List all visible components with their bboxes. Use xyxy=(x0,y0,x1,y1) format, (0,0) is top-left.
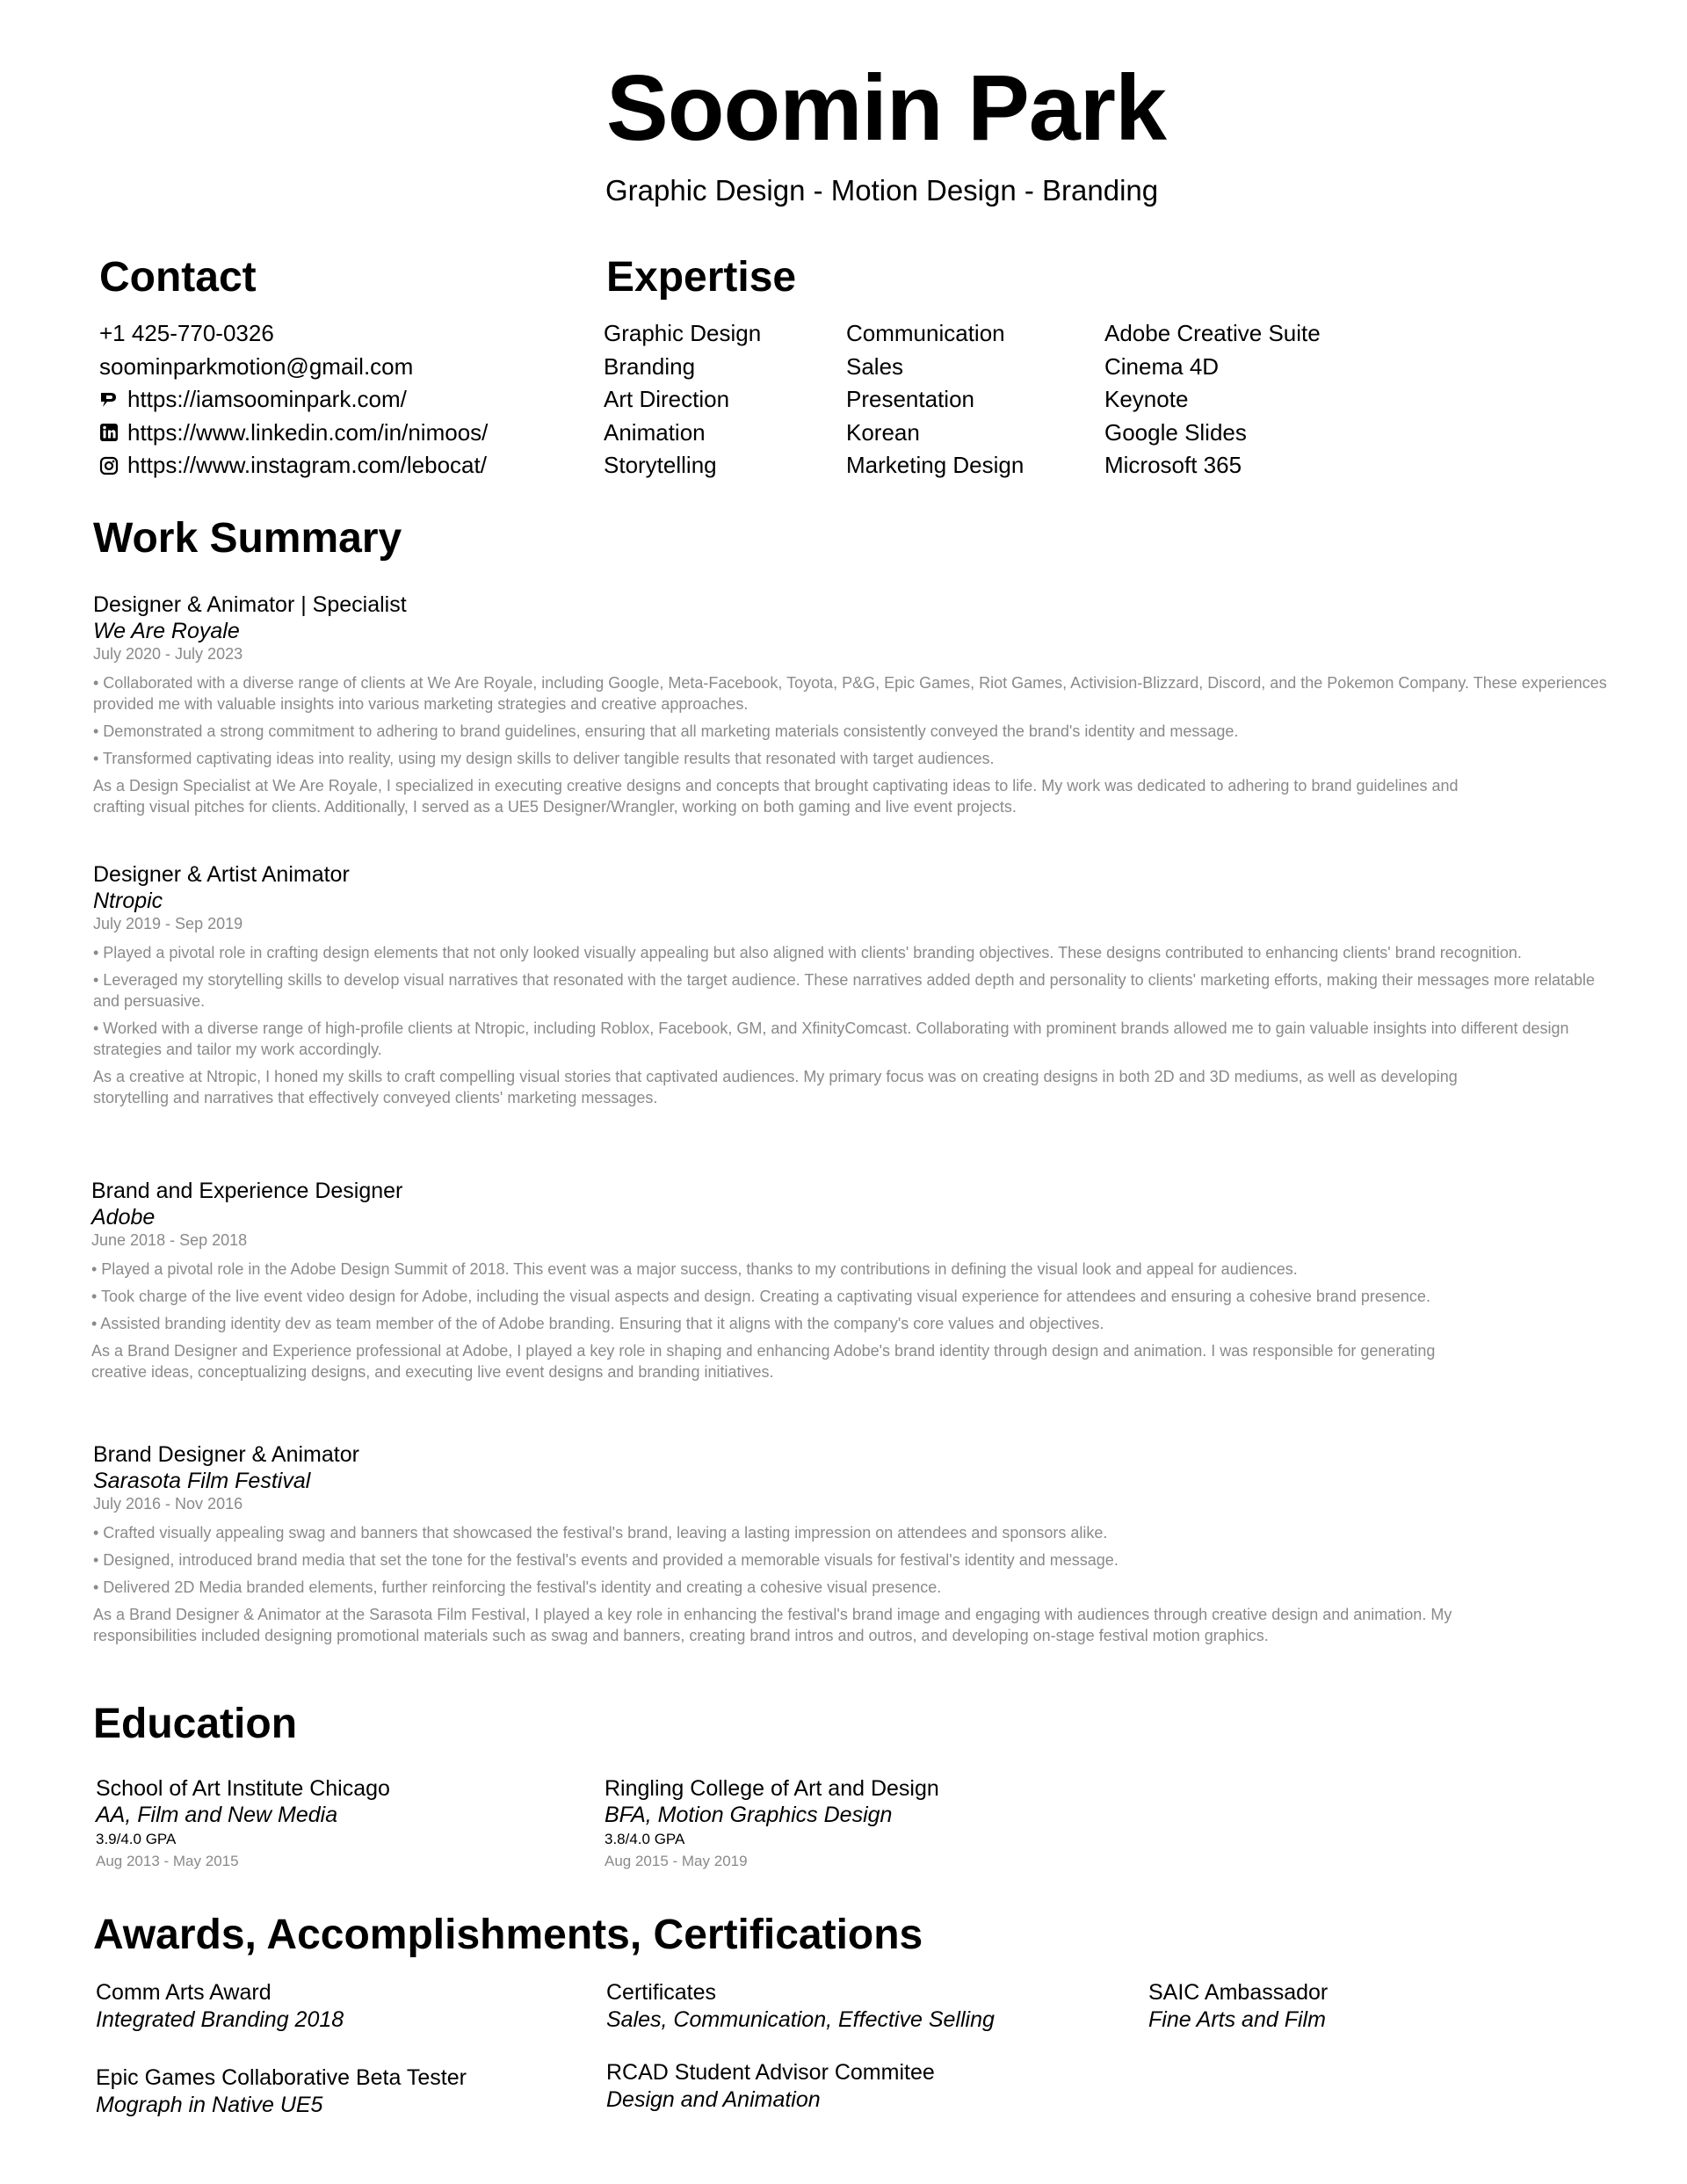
job-title: Brand Designer & Animator xyxy=(93,1442,359,1467)
contact-link-text: https://www.instagram.com/lebocat/ xyxy=(127,452,487,478)
job-company: Sarasota Film Festival xyxy=(93,1469,311,1493)
job-bullet: • Collaborated with a diverse range of clients at We Are Royale, including Google, Meta-Facebook, Toyota, P&G, Epic Games, Riot Games, Activision-Blizzard, Discord, and the Pokemon Company. These experiences provided me with valuable insights into various marketing strategies and creative approaches. xyxy=(93,674,1607,713)
expertise-item: Google Slides xyxy=(1104,418,1247,446)
expertise-item: Adobe Creative Suite xyxy=(1104,320,1321,346)
expertise-item: Keynote xyxy=(1104,386,1189,412)
contact-phone[interactable]: +1 425-770-0326 xyxy=(99,320,274,346)
job-dates: July 2016 - Nov 2016 xyxy=(93,1495,243,1513)
expertise-item: Sales xyxy=(846,352,904,380)
resume-name: Soomin Park xyxy=(606,56,1166,160)
job-bullet: • Played a pivotal role in crafting design elements that not only looked visually appealing but also aligned with clients' branding objectives. These designs contributed to enhancing clients' brand recognition. xyxy=(93,944,1522,961)
education-dates: Aug 2013 - May 2015 xyxy=(96,1853,239,1869)
education-school: School of Art Institute Chicago xyxy=(96,1776,390,1801)
education-gpa: 3.8/4.0 GPA xyxy=(605,1831,685,1847)
job-summary: As a creative at Ntropic, I honed my skills to craft compelling visual stories that captivated audiences. My primary focus was on creating designs in both 2D and 3D mediums, as well as developing storytelling and narratives that effectively conveyed clients' marketing messages. xyxy=(93,1068,1458,1107)
award-detail: Mograph in Native UE5 xyxy=(96,2093,323,2117)
job-description xyxy=(93,1522,1622,1646)
resume-tagline: Graphic Design - Motion Design - Branding xyxy=(605,174,1159,207)
awards-heading: Awards, Accomplishments, Certifications xyxy=(93,1912,923,1958)
expertise-item: Animation xyxy=(604,418,706,446)
job-summary: As a Brand Designer & Animator at the Sarasota Film Festival, I played a key role in enhancing the festival's brand image and engaging with audiences through creative design and animation. My responsibilities included designing promotional materials such as swag and banners, creating brand intros and outros, and developing on-stage festival motion graphics. xyxy=(93,1606,1452,1644)
job-summary: As a Design Specialist at We Are Royale, I specialized in executing creative designs and concepts that brought captivating ideas to life. My work was dedicated to adhering to brand guidelines and crafting visual pitches for clients. Additionally, I served as a UE5 Designer/Wrangler, working on both gaming and live event projects. xyxy=(93,777,1459,816)
contact-link-text: https://iamsoominpark.com/ xyxy=(127,386,407,412)
award-name: Comm Arts Award xyxy=(96,1980,272,2005)
award-name: SAIC Ambassador xyxy=(1148,1980,1329,2005)
job-title: Designer & Artist Animator xyxy=(93,862,350,887)
contact-link-portfolio[interactable] xyxy=(99,383,488,417)
job-bullet: • Played a pivotal role in the Adobe Design Summit of 2018. This event was a major success, thanks to my contributions in defining the visual look and appeal for audiences. xyxy=(91,1260,1298,1278)
job-company: We Are Royale xyxy=(93,619,240,643)
linkedin-icon xyxy=(99,423,119,442)
job-company: Adobe xyxy=(91,1205,156,1230)
award-detail: Sales, Communication, Effective Selling xyxy=(606,2007,995,2032)
expertise-column-soft-skills xyxy=(846,317,1024,483)
expertise-column-tools xyxy=(1104,317,1321,483)
expertise-item: Presentation xyxy=(846,386,974,412)
contact-list xyxy=(99,317,488,483)
job-dates: July 2019 - Sep 2019 xyxy=(93,915,243,932)
job-bullet: • Transformed captivating ideas into reality, using my design skills to deliver tangible results that resonated with target audiences. xyxy=(93,750,995,767)
award-entry xyxy=(1148,1979,1328,2034)
job-bullet: • Demonstrated a strong commitment to adhering to brand guidelines, ensuring that all marketing materials consistently conveyed the brand's identity and message. xyxy=(93,722,1239,740)
expertise-item: Cinema 4D xyxy=(1104,352,1220,380)
award-detail: Fine Arts and Film xyxy=(1148,2007,1326,2032)
job-bullet: • Crafted visually appealing swag and banners that showcased the festival's brand, leaving a lasting impression on attendees and sponsors alike. xyxy=(93,1524,1108,1542)
education-degree: BFA, Motion Graphics Design xyxy=(605,1803,893,1827)
education-heading: Education xyxy=(93,1701,298,1747)
award-name: Certificates xyxy=(606,1980,717,2005)
contact-heading: Contact xyxy=(99,254,257,301)
education-dates: Aug 2015 - May 2019 xyxy=(605,1853,748,1869)
award-name: Epic Games Collaborative Beta Tester xyxy=(96,2065,467,2090)
expertise-item: Communication xyxy=(846,320,1005,346)
contact-email[interactable]: soominparkmotion@gmail.com xyxy=(99,352,414,380)
instagram-icon xyxy=(99,456,119,475)
job-description xyxy=(91,1259,1620,1382)
contact-link-instagram[interactable] xyxy=(99,449,488,483)
job-entry xyxy=(93,861,1622,1114)
award-entry xyxy=(606,2059,935,2114)
education-gpa: 3.9/4.0 GPA xyxy=(96,1831,177,1847)
expertise-item: Marketing Design xyxy=(846,452,1025,478)
expertise-item: Korean xyxy=(846,418,920,446)
expertise-item: Branding xyxy=(604,352,696,380)
award-name: RCAD Student Advisor Commitee xyxy=(606,2060,935,2085)
job-bullet: • Leveraged my storytelling skills to develop visual narratives that resonated with the target audience. These narratives added depth and personality to clients' marketing efforts, making their messages more relatable and persuasive. xyxy=(93,971,1595,1010)
education-entry xyxy=(605,1775,939,1872)
expertise-item: Graphic Design xyxy=(604,320,762,346)
job-entry xyxy=(91,1178,1620,1389)
expertise-column-skills xyxy=(604,317,761,483)
contact-link-text: https://www.linkedin.com/in/nimoos/ xyxy=(127,418,489,446)
job-description xyxy=(93,942,1622,1108)
award-entry xyxy=(96,2064,467,2119)
award-entry xyxy=(606,1979,995,2034)
job-dates: July 2020 - July 2023 xyxy=(93,645,243,663)
job-bullet: • Delivered 2D Media branded elements, further reinforcing the festival's identity and creating a cohesive visual presence. xyxy=(93,1578,942,1596)
job-dates: June 2018 - Sep 2018 xyxy=(91,1231,248,1249)
award-entry xyxy=(96,1979,344,2034)
job-company: Ntropic xyxy=(93,889,163,913)
expertise-item: Art Direction xyxy=(604,386,730,412)
expertise-heading: Expertise xyxy=(606,254,797,301)
job-entry xyxy=(93,591,1622,824)
job-entry xyxy=(93,1441,1622,1652)
work-summary-heading: Work Summary xyxy=(93,515,402,562)
portfolio-logo-icon xyxy=(99,390,119,410)
contact-link-linkedin[interactable] xyxy=(99,417,488,450)
job-summary: As a Brand Designer and Experience professional at Adobe, I played a key role in shaping and enhancing Adobe's brand identity through design and animation. I was responsible for generating creative ideas, conceptualizing designs, and executing live event designs and branding initiatives. xyxy=(91,1342,1436,1381)
job-title: Designer & Animator | Specialist xyxy=(93,592,407,617)
education-entry xyxy=(96,1775,390,1872)
job-bullet: • Designed, introduced brand media that set the tone for the festival's events and provided a memorable visuals for festival's identity and message. xyxy=(93,1551,1119,1569)
job-bullet: • Took charge of the live event video design for Adobe, including the visual aspects and design. Creating a captivating visual experience for attendees and ensuring a cohesive brand presence. xyxy=(91,1288,1430,1305)
award-detail: Design and Animation xyxy=(606,2087,821,2112)
award-detail: Integrated Branding 2018 xyxy=(96,2007,344,2032)
education-school: Ringling College of Art and Design xyxy=(605,1776,939,1801)
job-bullet: • Assisted branding identity dev as team member of the of Adobe branding. Ensuring that it aligns with the company's core values and objectives. xyxy=(91,1315,1104,1332)
job-title: Brand and Experience Designer xyxy=(91,1179,403,1203)
job-bullet: • Worked with a diverse range of high-profile clients at Ntropic, including Roblox, Facebook, GM, and XfinityComcast. Collaborating with prominent brands allowed me to gain valuable insights into different design strategies and tailor my work accordingly. xyxy=(93,1019,1569,1058)
job-description xyxy=(93,672,1622,817)
education-degree: AA, Film and New Media xyxy=(96,1803,338,1827)
expertise-item: Storytelling xyxy=(604,452,717,478)
expertise-item: Microsoft 365 xyxy=(1104,452,1242,478)
